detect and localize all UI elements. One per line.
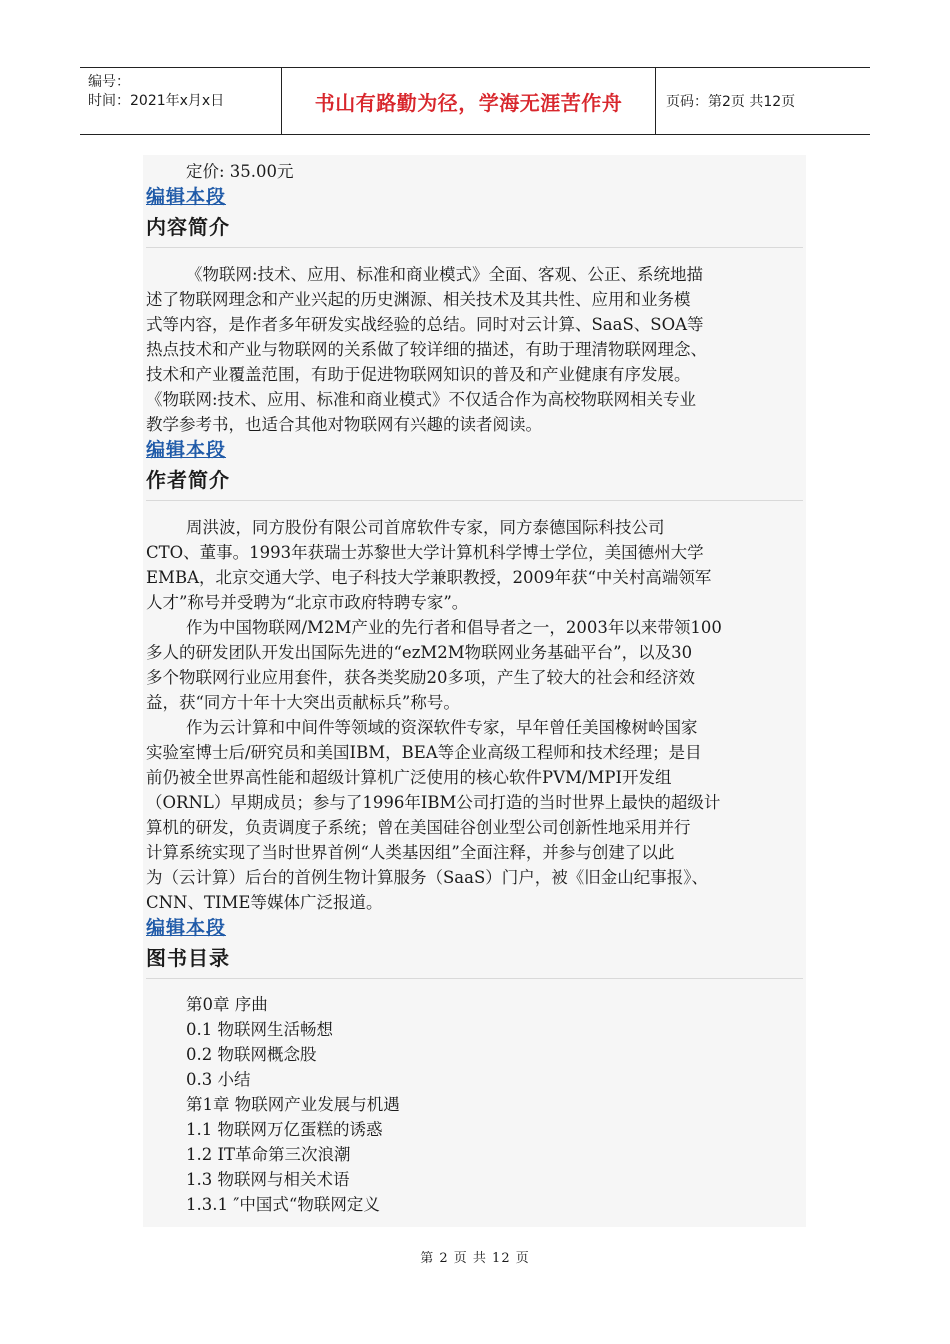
intro-line: 教学参考书，也适合其他对物联网有兴趣的读者阅读。 [146,415,542,434]
intro-line: 述了物联网理念和产业兴起的历史渊源、相关技术及其共性、应用和业务模 [146,290,691,309]
author-line: 益，获“同方十年十大突出贡献标兵”称号。 [146,693,460,712]
intro-line: 《物联网:技术、应用、标准和商业模式》全面、客观、公正、系统地描 [186,265,704,284]
section-title-intro: 内容简介 [146,210,803,248]
page-header [80,67,870,135]
author-line: 作为中国物联网/M2M产业的先行者和倡导者之一，2003年以来带领100 [186,618,722,637]
author-line: EMBA，北京交通大学、电子科技大学兼职教授，2009年获“中关村高端领军 [146,568,712,587]
author-paragraph-2 [146,615,803,715]
intro-line: 技术和产业覆盖范围，有助于促进物联网知识的普及和产业健康有序发展。 [146,365,691,384]
section-title-author: 作者简介 [146,463,803,501]
intro-paragraph [146,262,803,437]
page-footer: 第 2 页 共 12 页 [420,1251,530,1266]
section-title-toc: 图书目录 [146,941,803,979]
intro-line: 热点技术和产业与物联网的关系做了较详细的描述，有助于理清物联网理念、 [146,340,707,359]
toc-item: 第0章 序曲 [186,995,268,1014]
author-line: （ORNL）早期成员；参与了1996年IBM公司打造的当时世界上最快的超级计 [146,793,721,812]
edit-section-link-2[interactable]: 编辑本段 [146,439,227,461]
toc-item: 1.1 物联网万亿蛋糕的诱惑 [186,1120,383,1139]
author-line: CNN、TIME等媒体广泛报道。 [146,893,383,912]
author-line: 人才”称号并受聘为“北京市政府特聘专家”。 [146,593,469,612]
author-line: CTO、董事。1993年获瑞士苏黎世大学计算机科学博士学位，美国德州大学 [146,543,704,562]
intro-line: 《物联网:技术、应用、标准和商业模式》不仅适合作为高校物联网相关专业 [146,390,697,409]
author-line: 作为云计算和中间件等领域的资深软件专家，早年曾任美国橡树岭国家 [186,718,698,737]
author-line: 计算系统实现了当时世界首例“人类基因组”全面注释，并参与创建了以此 [146,843,675,862]
toc-item: 1.3 物联网与相关术语 [186,1170,350,1189]
toc-item: 0.1 物联网生活畅想 [186,1020,333,1039]
edit-section-link-1[interactable]: 编辑本段 [146,186,227,208]
header-page-number: 页码：第2页 共12页 [666,94,796,110]
author-paragraph-3 [146,715,803,915]
author-line: 周洪波，同方股份有限公司首席软件专家，同方泰德国际科技公司 [186,518,665,537]
table-of-contents [146,992,803,1217]
book-price: 定价: 35.00元 [186,162,294,181]
toc-item: 0.3 小结 [186,1070,251,1089]
document-date: 时间：2021年x月x日 [88,93,225,109]
author-line: 多个物联网行业应用套件，获各类奖励20多项，产生了较大的社会和经济效 [146,668,695,687]
author-line: 算机的研发，负责调度子系统；曾在美国硅谷创业型公司创新性地采用并行 [146,818,691,837]
intro-line: 式等内容，是作者多年研发实战经验的总结。同时对云计算、SaaS、SOA等 [146,315,704,334]
author-paragraph-1 [146,515,803,615]
toc-item: 1.3.1 ″中国式“物联网定义 [186,1195,380,1214]
toc-item: 第1章 物联网产业发展与机遇 [186,1095,400,1114]
edit-section-link-3[interactable]: 编辑本段 [146,917,227,939]
document-number: 编号： [88,74,130,90]
author-line: 实验室博士后/研究员和美国IBM，BEA等企业高级工程师和技术经理；是目 [146,743,702,762]
header-motto: 书山有路勤为径，学海无涯苦作舟 [282,68,656,134]
author-line: 前仍被全世界高性能和超级计算机广泛使用的核心软件PVM/MPI开发组 [146,768,672,787]
header-meta [80,68,282,134]
author-line: 为（云计算）后台的首例生物计算服务（SaaS）门户，被《旧金山纪事报》、 [146,868,709,887]
toc-item: 1.2 IT革命第三次浪潮 [186,1145,351,1164]
toc-item: 0.2 物联网概念股 [186,1045,317,1064]
article-body [143,155,806,1227]
author-line: 多人的研发团队开发出国际先进的“ezM2M物联网业务基础平台”，以及30 [146,643,693,662]
